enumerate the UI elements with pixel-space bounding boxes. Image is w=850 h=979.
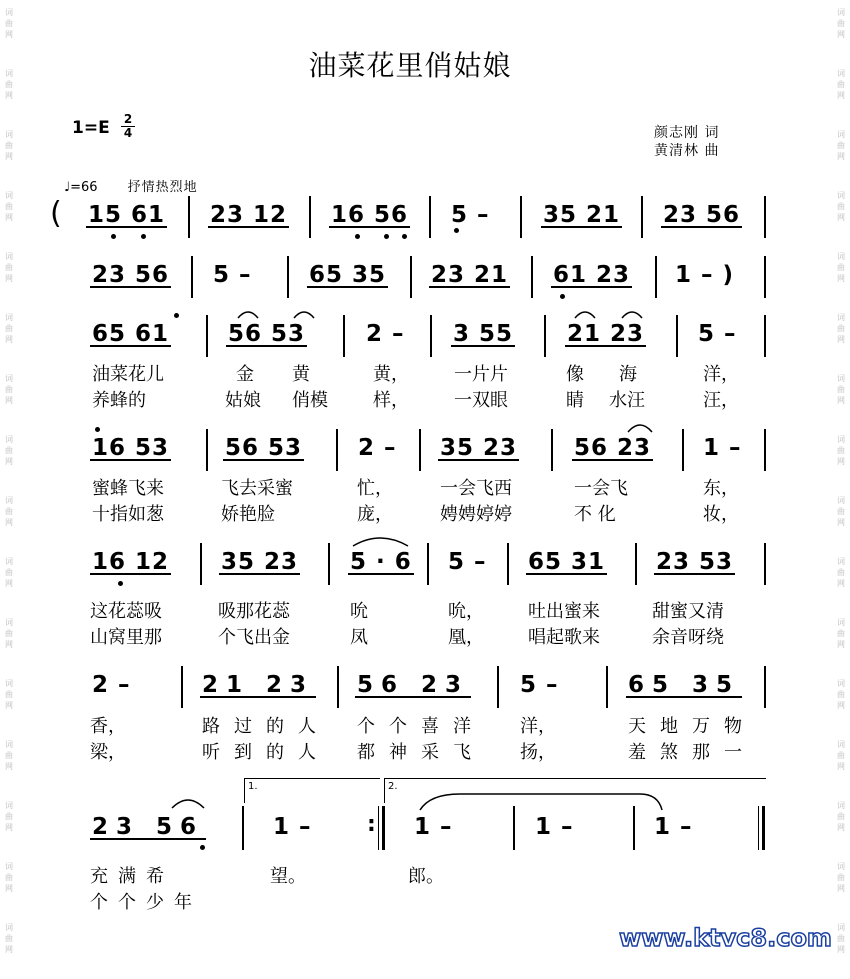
measure: 56 23 <box>574 435 652 461</box>
lyric: 郎。 <box>408 866 444 887</box>
side-watermark-char: 网 <box>5 30 13 39</box>
lyric: 十指如葱 <box>92 504 164 525</box>
side-watermark-char: 曲 <box>5 568 13 577</box>
measure: 21 23 <box>567 321 645 347</box>
side-watermark-char: 网 <box>5 396 13 405</box>
side-watermark-char: 网 <box>5 640 13 649</box>
side-watermark-char: 词 <box>5 740 13 749</box>
measure: 16 53 <box>92 435 170 461</box>
lyric: 凤 <box>350 627 368 648</box>
side-watermark-char: 网 <box>5 518 13 527</box>
side-watermark-char: 网 <box>837 701 845 710</box>
side-watermark-char: 曲 <box>5 934 13 943</box>
side-watermark-char: 网 <box>837 396 845 405</box>
side-watermark-char: 词 <box>837 496 845 505</box>
side-watermark-char: 曲 <box>837 324 845 333</box>
side-watermark-char: 网 <box>837 152 845 161</box>
measure: 23 56 <box>92 814 205 840</box>
lyric: 娉娉婷婷 <box>440 504 512 525</box>
lyric: 路过的人 <box>202 716 330 737</box>
side-watermark-char: 词 <box>837 130 845 139</box>
lyric: 姑娘 <box>225 390 261 411</box>
lyric: 天地万物 <box>628 716 756 737</box>
measure: 23 53 <box>656 549 734 575</box>
song-title: 油菜花里俏姑娘 <box>308 49 512 82</box>
lyric: 蜜蜂飞来 <box>92 478 164 499</box>
side-watermark-char: 网 <box>837 518 845 527</box>
lyric: 黄 <box>292 364 310 385</box>
side-watermark-char: 词 <box>5 435 13 444</box>
side-watermark-char: 词 <box>5 130 13 139</box>
measure: 35 23 <box>221 549 299 575</box>
measure: 5 · 6 <box>350 549 412 575</box>
site-watermark: www.ktvc8.com <box>619 924 832 952</box>
lyric: 油菜花儿 <box>92 364 164 385</box>
side-watermark-char: 曲 <box>837 812 845 821</box>
side-watermark-char: 曲 <box>5 873 13 882</box>
lyric: 余音呀绕 <box>652 627 724 648</box>
side-watermark-char: 曲 <box>5 629 13 638</box>
side-watermark-char: 词 <box>837 862 845 871</box>
measure: 56 53 <box>228 321 306 347</box>
measure: 1 – <box>535 814 574 840</box>
side-watermark-char: 曲 <box>837 446 845 455</box>
side-watermark-char: 曲 <box>837 629 845 638</box>
side-watermark-char: 词 <box>5 801 13 810</box>
lyric: 不 化 <box>574 504 616 525</box>
lyric: 汪， <box>703 390 739 411</box>
measure: 35 21 <box>543 202 621 228</box>
side-watermark-char: 曲 <box>5 690 13 699</box>
side-watermark-char: 词 <box>5 862 13 871</box>
side-watermark-char: 词 <box>5 618 13 627</box>
side-watermark-char: 网 <box>837 640 845 649</box>
lyric: 香， <box>90 716 126 737</box>
side-watermark-char: 曲 <box>5 80 13 89</box>
side-watermark-char: 曲 <box>837 751 845 760</box>
lyric: 个个少年 <box>90 892 202 913</box>
side-watermark-char: 网 <box>5 457 13 466</box>
side-watermark-char: 曲 <box>837 80 845 89</box>
side-watermark-char: 网 <box>5 152 13 161</box>
measure: 1 – <box>703 435 742 461</box>
lyric: 庞， <box>357 504 393 525</box>
side-watermark-char: 词 <box>5 191 13 200</box>
lyric: 都神采飞 <box>357 742 485 763</box>
measure: 23 56 <box>92 262 170 288</box>
lyric: 像 <box>566 364 584 385</box>
side-watermark-char: 词 <box>5 557 13 566</box>
lyric: 黄， <box>373 364 409 385</box>
side-watermark-char: 网 <box>5 945 13 954</box>
measure: 5 – <box>213 262 252 288</box>
side-watermark-char: 曲 <box>5 751 13 760</box>
lyric: 个飞出金 <box>218 627 290 648</box>
lyric: 养蜂的 <box>92 390 146 411</box>
side-watermark-char: 曲 <box>837 568 845 577</box>
side-watermark-char: 曲 <box>5 19 13 28</box>
measure: 23 12 <box>210 202 288 228</box>
lyric: 充满希 <box>90 866 174 887</box>
lyric: 海 <box>619 364 637 385</box>
side-watermark-char: 曲 <box>5 263 13 272</box>
lyric: 水汪 <box>609 390 645 411</box>
side-watermark-char: 曲 <box>5 507 13 516</box>
measure: 1 – ) <box>675 262 735 288</box>
side-watermark-char: 词 <box>837 679 845 688</box>
measure: 5 – <box>451 202 490 228</box>
side-watermark-char: 词 <box>837 618 845 627</box>
side-watermark-char: 词 <box>837 374 845 383</box>
measure: 3 55 <box>453 321 514 347</box>
measure: 65 31 <box>528 549 606 575</box>
side-watermark-char: 网 <box>837 335 845 344</box>
side-watermark-char: 网 <box>5 579 13 588</box>
lyric: 吐出蜜来 <box>528 601 600 622</box>
lyric: 妆， <box>703 504 739 525</box>
side-watermark-char: 词 <box>5 374 13 383</box>
measure: 61 23 <box>553 262 631 288</box>
side-watermark-char: 词 <box>837 69 845 78</box>
measure: 16 12 <box>92 549 170 575</box>
lyric: 吮 <box>350 601 368 622</box>
side-watermark-char: 词 <box>5 313 13 322</box>
side-watermark-char: 网 <box>837 30 845 39</box>
lyric: 山窝里那 <box>90 627 162 648</box>
lyric: 一会飞 <box>574 478 628 499</box>
lyric: 梁， <box>90 742 126 763</box>
measure: 1 – <box>654 814 693 840</box>
volta-2: 2. <box>384 778 766 803</box>
side-watermark-char: 曲 <box>837 385 845 394</box>
lyric: 望。 <box>270 866 306 887</box>
side-watermark-char: 词 <box>837 252 845 261</box>
measure: 65 35 <box>628 672 741 698</box>
side-watermark-char: 词 <box>5 252 13 261</box>
side-watermark-char: 曲 <box>5 446 13 455</box>
side-watermark-char: 网 <box>837 884 845 893</box>
measure: 23 56 <box>663 202 741 228</box>
side-watermark-char: 曲 <box>837 263 845 272</box>
side-watermark-char: 曲 <box>837 873 845 882</box>
side-watermark-char: 网 <box>837 945 845 954</box>
tempo-marking: ♩=66 抒情热烈地 <box>64 180 198 195</box>
side-watermark-char: 网 <box>837 579 845 588</box>
lyric: 洋， <box>520 716 556 737</box>
measure: 2 – <box>358 435 397 461</box>
lyric: 俏模 <box>292 390 328 411</box>
side-watermark-char: 词 <box>837 801 845 810</box>
side-watermark-char: 网 <box>5 884 13 893</box>
lyric: 吮， <box>448 601 484 622</box>
side-watermark-char: 曲 <box>5 324 13 333</box>
side-watermark-char: 曲 <box>837 934 845 943</box>
repeat-paren-open: ( <box>50 196 62 231</box>
side-watermark-char: 网 <box>837 457 845 466</box>
side-watermark-char: 曲 <box>837 202 845 211</box>
measure: 56 53 <box>225 435 303 461</box>
lyricist: 颜志刚 词 <box>654 125 720 141</box>
measure: 65 35 <box>309 262 387 288</box>
side-watermark-char: 词 <box>5 679 13 688</box>
lyric: 洋， <box>703 364 739 385</box>
key-signature: 1=E <box>72 118 110 138</box>
side-watermark-char: 曲 <box>837 690 845 699</box>
side-watermark-char: 词 <box>837 313 845 322</box>
side-watermark-char: 词 <box>837 8 845 17</box>
side-watermark-char: 曲 <box>5 141 13 150</box>
side-watermark-char: 网 <box>5 91 13 100</box>
lyric: 金 <box>236 364 254 385</box>
composer: 黄清林 曲 <box>654 143 720 159</box>
lyric: 扬， <box>520 742 556 763</box>
lyric: 一片片 <box>454 364 508 385</box>
measure: 35 23 <box>440 435 518 461</box>
side-watermark-char: 网 <box>5 335 13 344</box>
side-watermark-char: 词 <box>837 435 845 444</box>
measure: 2 – <box>92 672 131 698</box>
side-watermark-char: 网 <box>5 823 13 832</box>
time-signature: 2 4 <box>121 113 135 140</box>
measure: 1 – <box>273 814 312 840</box>
measure: 5 – <box>520 672 559 698</box>
measure: 1 – <box>414 814 453 840</box>
side-watermark-char: 词 <box>837 191 845 200</box>
lyric: 一双眼 <box>454 390 508 411</box>
side-watermark-char: 词 <box>837 740 845 749</box>
measure: 2 – <box>366 321 405 347</box>
side-watermark-char: 网 <box>5 274 13 283</box>
repeat-sign: : <box>367 812 376 837</box>
lyric: 甜蜜又清 <box>652 601 724 622</box>
lyric: 个个喜洋 <box>357 716 485 737</box>
measure: 56 23 <box>357 672 470 698</box>
lyric: 飞去采蜜 <box>221 478 293 499</box>
side-watermark-char: 词 <box>837 923 845 932</box>
side-watermark-char: 网 <box>5 701 13 710</box>
lyric: 这花蕊吸 <box>90 601 162 622</box>
lyric: 听到的人 <box>202 742 330 763</box>
measure: 21 23 <box>202 672 315 698</box>
side-watermark-char: 网 <box>5 762 13 771</box>
side-watermark-char: 曲 <box>837 507 845 516</box>
side-watermark-char: 曲 <box>5 812 13 821</box>
side-watermark-char: 网 <box>837 274 845 283</box>
side-watermark-char: 词 <box>5 496 13 505</box>
lyric: 睛 <box>566 390 584 411</box>
side-watermark-char: 词 <box>837 557 845 566</box>
lyric: 忙， <box>357 478 393 499</box>
lyric: 样， <box>373 390 409 411</box>
side-watermark-char: 网 <box>5 213 13 222</box>
lyric: 羞煞那一 <box>628 742 756 763</box>
side-watermark-char: 词 <box>5 8 13 17</box>
measure: 5 – <box>448 549 487 575</box>
side-watermark-char: 曲 <box>837 141 845 150</box>
measure: 65 61 <box>92 321 170 347</box>
lyric: 娇艳脸 <box>221 504 275 525</box>
volta-1: 1. <box>244 778 380 803</box>
side-watermark-char: 网 <box>837 762 845 771</box>
side-watermark-char: 曲 <box>837 19 845 28</box>
side-watermark-char: 网 <box>837 91 845 100</box>
side-watermark-char: 词 <box>5 69 13 78</box>
lyric: 一会飞西 <box>440 478 512 499</box>
measure: 15 61 <box>88 202 166 228</box>
side-watermark-char: 网 <box>837 213 845 222</box>
lyric: 东， <box>703 478 739 499</box>
lyric: 唱起歌来 <box>528 627 600 648</box>
measure: 5 – <box>698 321 737 347</box>
side-watermark-char: 曲 <box>5 385 13 394</box>
side-watermark-char: 网 <box>837 823 845 832</box>
lyric: 吸那花蕊 <box>218 601 290 622</box>
side-watermark-char: 词 <box>5 923 13 932</box>
lyric: 凰， <box>448 627 484 648</box>
side-watermark-char: 曲 <box>5 202 13 211</box>
measure: 23 21 <box>431 262 509 288</box>
measure: 16 56 <box>331 202 409 228</box>
